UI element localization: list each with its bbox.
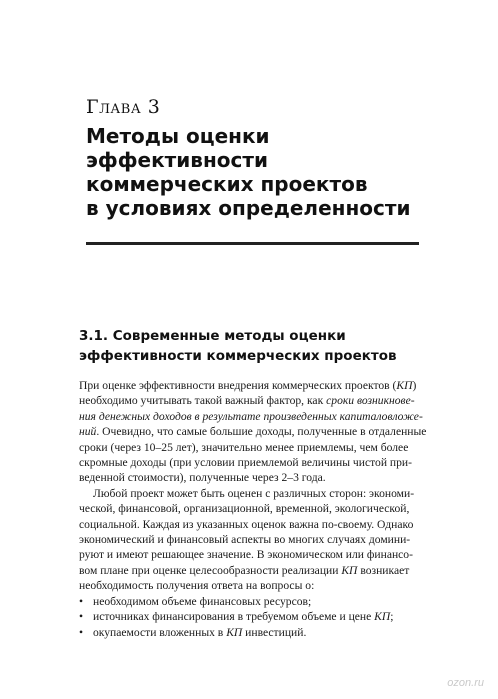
paragraph-line: социальной. Каждая из указанных оценок важна по-своему. Однако: [79, 517, 414, 531]
emphasis-text: ний: [79, 425, 97, 439]
chapter-title-line: эффективности: [86, 148, 268, 172]
paragraph-line: экономический и финансовый аспекты во многих случаях домини-: [79, 533, 411, 547]
paragraph-line: вом плане при оценке целесообразности реализации КП возникает: [79, 563, 410, 577]
paragraph-line: Любой проект может быть оценен с различных сторон: экономи-: [93, 486, 415, 500]
paragraph-line: ческой, финансовой, организационной, временной, экологической,: [79, 502, 410, 516]
paragraph-line: необходимо учитывать такой важный фактор, как сроки возникнове-: [79, 394, 415, 408]
abbr-kp: КП: [374, 610, 391, 624]
section-heading-line: эффективности коммерческих проектов: [79, 348, 397, 364]
chapter-title-line: Методы оценки: [86, 124, 270, 148]
chapter-title-line: коммерческих проектов: [86, 172, 368, 196]
bullet-item: • необходимом объеме финансовых ресурсов;: [79, 594, 312, 608]
chapter-title: [86, 124, 426, 220]
bullet-item: • окупаемости вложенных в КП инвестиций.: [79, 625, 307, 639]
paragraph-line: скромные доходы (при условии приемлемой величины чистой при-: [79, 456, 412, 470]
paragraph-line: руют и имеют решающее значение. В экономическом или финансо-: [79, 548, 413, 562]
section-heading: [79, 326, 409, 366]
paragraph-line: ний. Очевидно, что самые большие доходы, полученные в отдаленные: [79, 425, 427, 439]
chapter-title-line: в условиях определенности: [86, 196, 411, 220]
body-text: [79, 378, 427, 640]
paragraph-line: При оценке эффективности внедрения коммерческих проектов (КП): [79, 379, 417, 392]
chapter-label: Глава 3: [86, 96, 161, 118]
bullet-icon: •: [79, 610, 84, 624]
abbr-kp: КП: [341, 563, 358, 577]
section-heading-line: 3.1. Современные методы оценки: [79, 328, 346, 344]
paragraph-line: [79, 409, 421, 424]
paragraph-line: сроки (через 10–25 лет), значительно менее приемлемы, чем более: [79, 440, 409, 454]
title-underline-rule: [86, 242, 419, 245]
abbr-kp: КП: [396, 379, 413, 392]
bullet-icon: •: [79, 594, 84, 608]
bullet-icon: •: [79, 625, 84, 639]
abbr-kp: КП: [226, 625, 243, 639]
emphasis-text: ния денежных доходов в результате произведенных капиталовложе-: [79, 409, 423, 423]
paragraph-line: веденной стоимости), полученные через 2–3 года.: [79, 471, 326, 485]
emphasis-text: сроки возникнове-: [326, 394, 415, 408]
paragraph-line: необходимость получения ответа на вопросы о:: [79, 579, 315, 593]
ozon-watermark: ozon.ru: [447, 677, 484, 689]
bullet-item: • источниках финансирования в требуемом объеме и цене КП;: [79, 610, 394, 624]
